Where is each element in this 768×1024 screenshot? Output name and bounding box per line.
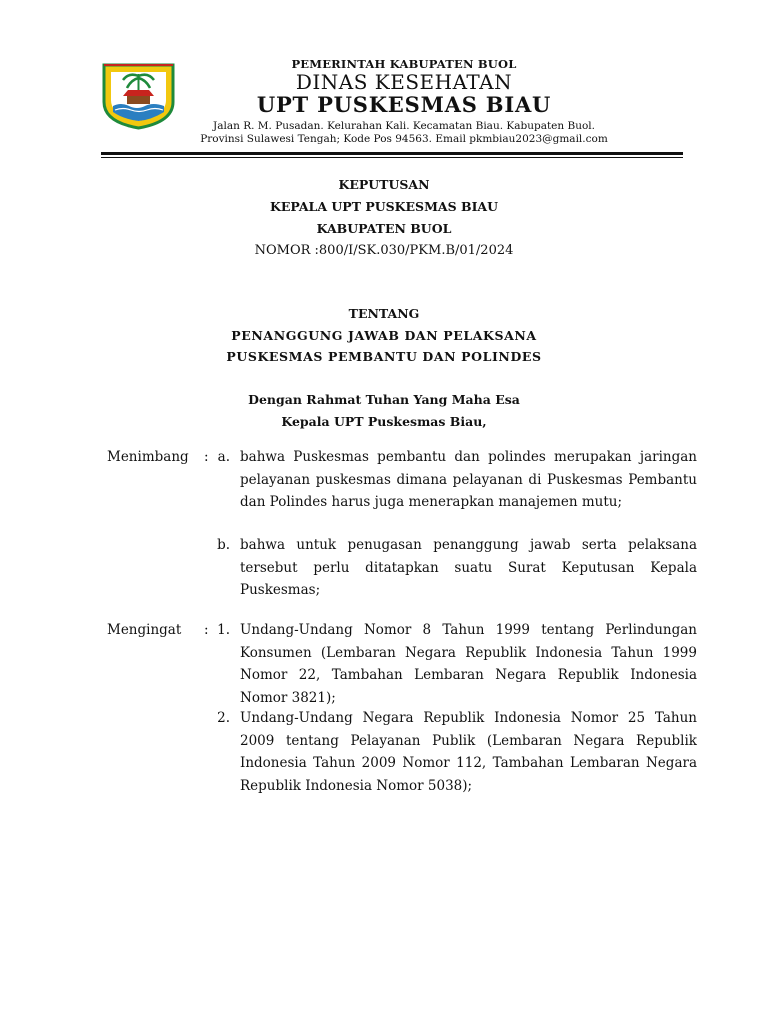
about-label: TENTANG [348,306,420,321]
buol-regency-emblem-icon [101,60,176,130]
address-line-2: Provinsi Sulawesi Tengah; Kode Pos 94563. Email pkmbiau2023@gmail.com [200,133,608,145]
government-name: PEMERINTAH KABUPATEN BUOL [291,57,517,71]
decree-label: KEPUTUSAN [338,177,430,192]
letterhead [180,57,628,146]
clause-mark: 1. [217,622,230,638]
clause-mark: a. [217,449,230,465]
clause-text: Undang-Undang Negara Republik Indonesia Nomor 25 Tahun 2009 tentang Pelayanan Publik (Lembaran Negara Republik Indonesia Tahun 2009 Nomor 112, Tambahan Lembaran Negara Republik Indonesia Nomor 5038); [240,710,697,794]
subject-line-1: PENANGGUNG JAWAB DAN PELAKSANA [231,328,537,343]
invocation: Dengan Rahmat Tuhan Yang Maha Esa [248,392,520,407]
menimbang-label: Menimbang [107,449,189,465]
letterhead-divider-thick [101,152,683,155]
address-line-1: Jalan R. M. Pusadan. Kelurahan Kali. Kecamatan Biau. Kabupaten Buol. [213,120,595,132]
subject-line-2: PUSKESMAS PEMBANTU DAN POLINDES [226,349,542,364]
clause-text: bahwa Puskesmas pembantu dan polindes merupakan jaringan pelayanan puskesmas dimana pelayanan di Puskesmas Pembantu dan Polindes harus juga menerapkan manajemen mutu; [240,449,697,510]
institution-name: UPT PUSKESMAS BIAU [256,92,552,117]
issuer-title: KEPALA UPT PUSKESMAS BIAU [269,199,499,214]
mengingat-colon: : [204,622,209,638]
letterhead-divider-thin [101,157,683,158]
clause-text: Undang-Undang Nomor 8 Tahun 1999 tentang Perlindungan Konsumen (Lembaran Negara Republik Indonesia Tahun 1999 Nomor 22, Tambahan Lembaran Negara Republik Indonesia Nomor 3821); [240,622,697,706]
issuer-regency: KABUPATEN BUOL [316,221,452,236]
clause-mark: 2. [217,710,230,726]
clause-text: bahwa untuk penugasan penanggung jawab serta pelaksana tersebut perlu ditatapkan suatu Surat Keputusan Kepala Puskesmas; [240,537,697,598]
department-name: DINAS KESEHATAN [295,70,513,94]
menimbang-colon: : [204,449,209,465]
mengingat-label: Mengingat [107,622,182,638]
decree-number: NOMOR :800/I/SK.030/PKM.B/01/2024 [254,243,514,258]
official-title: Kepala UPT Puskesmas Biau, [281,414,487,429]
clause-mark: b. [217,537,230,553]
